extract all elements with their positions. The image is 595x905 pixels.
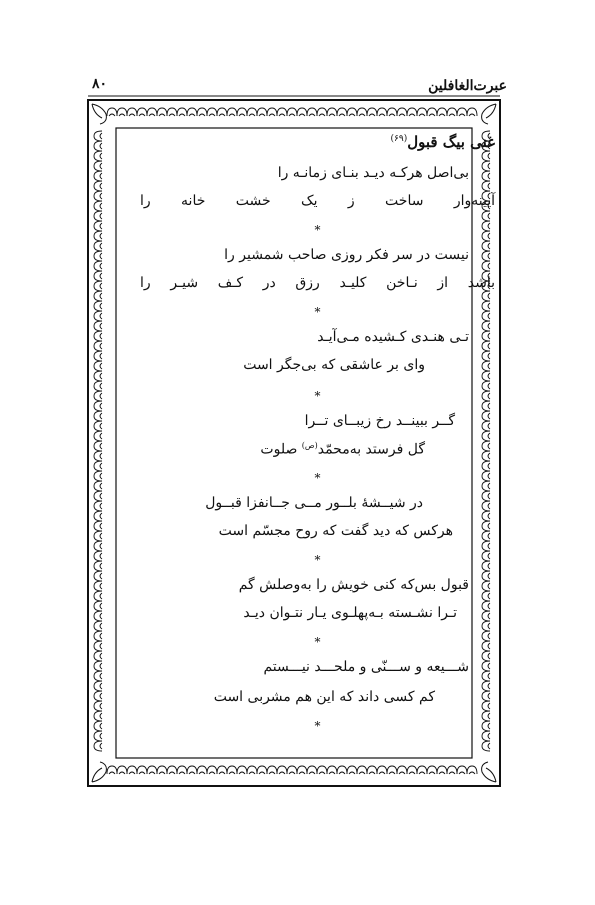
ornament-motif xyxy=(207,108,217,116)
ornament-motif xyxy=(367,766,377,774)
ornament-motif xyxy=(94,461,102,471)
footnote-marker: (۶۹) xyxy=(390,134,408,144)
ornament-motif xyxy=(94,661,102,671)
ornament-motif xyxy=(94,251,102,261)
ornament-motif xyxy=(347,108,357,116)
ornament-motif xyxy=(387,108,397,116)
ornament-motif xyxy=(437,766,447,774)
ornament-motif xyxy=(407,766,417,774)
ornament-motif xyxy=(167,766,177,774)
ornament-motif xyxy=(94,601,102,611)
ornament-motif xyxy=(337,766,347,774)
ornament-motif xyxy=(94,701,102,711)
ornament-motif xyxy=(94,521,102,531)
ornament-motif xyxy=(94,301,102,311)
ornament-motif xyxy=(94,681,102,691)
ornament-motif xyxy=(94,321,102,331)
ornament-motif xyxy=(417,766,427,774)
couplet-5-second-line: هرکس که دید گفت که روح مجسّم است xyxy=(218,523,453,539)
ornament-motif xyxy=(94,551,102,561)
ornament-motif xyxy=(257,766,267,774)
ornament-motif xyxy=(267,108,277,116)
ornament-motif xyxy=(137,766,147,774)
ornament-motif xyxy=(94,421,102,431)
ornament-motif xyxy=(94,361,102,371)
ornament-motif xyxy=(107,108,117,116)
ornament-motif xyxy=(94,371,102,381)
ornament-motif xyxy=(94,691,102,701)
ornament-motif xyxy=(247,766,257,774)
couplet-3-second-line: وای بر عاشقی که بی‌جگر است xyxy=(243,357,425,373)
ornament-motif xyxy=(94,381,102,391)
page-number: ۸۰ xyxy=(92,76,108,92)
ornament-motif xyxy=(94,641,102,651)
ornament-motif xyxy=(167,108,177,116)
ornament-motif xyxy=(94,671,102,681)
ornament-motif xyxy=(127,766,137,774)
ornament-motif xyxy=(94,151,102,161)
ornament-motif xyxy=(197,108,207,116)
ornament-motif xyxy=(307,108,317,116)
ornament-motif xyxy=(94,261,102,271)
ornament-motif xyxy=(94,631,102,641)
ornament-motif xyxy=(94,471,102,481)
ornament-motif xyxy=(287,766,297,774)
ornament-motif xyxy=(117,766,127,774)
ornament-motif xyxy=(437,108,447,116)
ornament-motif xyxy=(387,766,397,774)
ornament-motif xyxy=(94,411,102,421)
separator-star: * xyxy=(314,635,321,649)
ornament-motif xyxy=(94,311,102,321)
ornament-motif xyxy=(94,271,102,281)
ornament-motif xyxy=(377,766,387,774)
ornament-motif xyxy=(94,531,102,541)
ornament-motif xyxy=(94,511,102,521)
ornament-motif xyxy=(94,651,102,661)
ornament-motif xyxy=(94,131,102,141)
couplet-4-second-part-a: گل فرستد به‌محمّد xyxy=(317,441,425,458)
ornament-motif xyxy=(94,341,102,351)
couplet-5-first-line: در شیــشهٔ بلــور مــی جــانفزا قبــول xyxy=(205,495,423,511)
ornament-motif xyxy=(297,766,307,774)
ornament-motif xyxy=(317,766,327,774)
ornament-motif xyxy=(94,501,102,511)
ornament-motif xyxy=(187,766,197,774)
ornament-motif xyxy=(94,331,102,341)
ornament-motif xyxy=(117,108,127,116)
ornament-motif xyxy=(94,181,102,191)
couplet-1-second-line: آیینه‌وار ساخت ز یک خشت خانه را xyxy=(140,193,495,209)
ornament-motif xyxy=(157,766,167,774)
ornament-motif xyxy=(327,108,337,116)
separator-star: * xyxy=(314,389,321,403)
ornament-motif xyxy=(407,108,417,116)
ornament-motif xyxy=(397,108,407,116)
section-title xyxy=(391,133,496,151)
ornament-motif xyxy=(277,766,287,774)
ornament-motif xyxy=(94,621,102,631)
ornament-motif xyxy=(217,108,227,116)
separator-star: * xyxy=(314,719,321,733)
ornament-motif xyxy=(94,141,102,151)
ornament-motif xyxy=(417,108,427,116)
couplet-7-first-line: شـــیعه و ســـنّی و ملحـــد نیـــستم xyxy=(263,659,469,675)
ornament-motif xyxy=(94,281,102,291)
ornament-motif xyxy=(94,231,102,241)
separator-star: * xyxy=(314,471,321,485)
separator-star: * xyxy=(314,553,321,567)
ornament-motif xyxy=(147,766,157,774)
ornament-motif xyxy=(94,731,102,741)
ornament-motif xyxy=(94,491,102,501)
couplet-4-first-line: گــر ببینــد رخ زیبــای تــرا xyxy=(304,413,455,429)
ornament-motif xyxy=(94,591,102,601)
ornament-motif xyxy=(447,108,457,116)
ornament-motif xyxy=(107,766,117,774)
ornament-motif xyxy=(137,108,147,116)
ornament-motif xyxy=(377,108,387,116)
ornament-motif xyxy=(457,108,467,116)
ornament-motif xyxy=(227,766,237,774)
ornament-motif xyxy=(94,451,102,461)
ornament-motif xyxy=(94,611,102,621)
ornament-motif xyxy=(247,108,257,116)
ornament-motif xyxy=(94,721,102,731)
ornament-motif xyxy=(94,211,102,221)
ornament-motif xyxy=(94,541,102,551)
ornament-motif xyxy=(257,108,267,116)
ornament-motif xyxy=(327,766,337,774)
couplet-1-first-line: بی‌اصل هرکـه دیـد بنـای زمانـه را xyxy=(277,165,469,181)
ornament-motif xyxy=(347,766,357,774)
ornament-motif xyxy=(94,561,102,571)
couplet-3-first-line: تـی هنـدی کـشیده مـی‌آیـد xyxy=(317,329,469,345)
ornament-motif xyxy=(237,108,247,116)
ornament-motif xyxy=(207,766,217,774)
couplet-4-second-part-b: صلوت xyxy=(260,441,302,458)
ornament-motif xyxy=(94,481,102,491)
ornament-motif xyxy=(357,108,367,116)
ornament-motif xyxy=(94,291,102,301)
ornament-motif xyxy=(94,571,102,581)
ornament-motif xyxy=(457,766,467,774)
ornament-motif xyxy=(94,161,102,171)
ornament-motif xyxy=(157,108,167,116)
honorific-marker: (ص) xyxy=(301,441,318,450)
ornament-motif xyxy=(127,108,137,116)
ornament-motif xyxy=(427,766,437,774)
ornament-motif xyxy=(287,108,297,116)
poem-content xyxy=(140,125,495,755)
ornament-motif xyxy=(277,108,287,116)
ornament-motif xyxy=(94,191,102,201)
ornament-motif xyxy=(94,391,102,401)
ornament-motif xyxy=(197,766,207,774)
ornament-motif xyxy=(94,741,102,751)
ornament-motif xyxy=(94,401,102,411)
separator-star: * xyxy=(314,223,321,237)
ornament-motif xyxy=(217,766,227,774)
couplet-2-second-line: باشد از نـاخن کلیـد رزق در کـف شیـر را xyxy=(140,275,495,291)
ornament-motif xyxy=(467,766,477,774)
ornament-motif xyxy=(427,108,437,116)
ornament-motif xyxy=(94,171,102,181)
separator-star: * xyxy=(314,305,321,319)
couplet-6-second-line: تـرا نشـسته بـه‌پهلـوی یـار نتـوان دیـد xyxy=(243,605,457,621)
ornament-motif xyxy=(267,766,277,774)
couplet-4-second-line xyxy=(260,441,425,458)
ornament-motif xyxy=(357,766,367,774)
ornament-motif xyxy=(94,241,102,251)
ornament-motif xyxy=(94,201,102,211)
ornament-motif xyxy=(227,108,237,116)
couplet-7-second-line: کم کسی داند که این هم مشربی است xyxy=(213,689,435,705)
ornament-motif xyxy=(177,766,187,774)
ornament-motif xyxy=(317,108,327,116)
ornament-motif xyxy=(94,581,102,591)
section-title-text: غنی بیگ قبول xyxy=(407,133,495,151)
ornament-motif xyxy=(187,108,197,116)
ornament-motif xyxy=(367,108,377,116)
couplet-2-first-line: نیست در سر فکر روزی صاحب شمشیر را xyxy=(224,247,469,263)
ornament-motif xyxy=(177,108,187,116)
book-title: عبرت‌الغافلین xyxy=(428,78,507,94)
ornament-motif xyxy=(94,431,102,441)
ornament-motif xyxy=(94,711,102,721)
ornament-motif xyxy=(337,108,347,116)
ornament-motif xyxy=(467,108,477,116)
ornament-motif xyxy=(237,766,247,774)
ornament-motif xyxy=(397,766,407,774)
ornament-motif xyxy=(297,108,307,116)
ornament-motif xyxy=(447,766,457,774)
ornament-motif xyxy=(307,766,317,774)
ornament-motif xyxy=(94,221,102,231)
ornament-motif xyxy=(147,108,157,116)
ornament-motif xyxy=(94,441,102,451)
ornament-motif xyxy=(94,351,102,361)
couplet-6-first-line: قبول بس‌که کنی خویش را به‌وصلش گم xyxy=(238,577,469,593)
